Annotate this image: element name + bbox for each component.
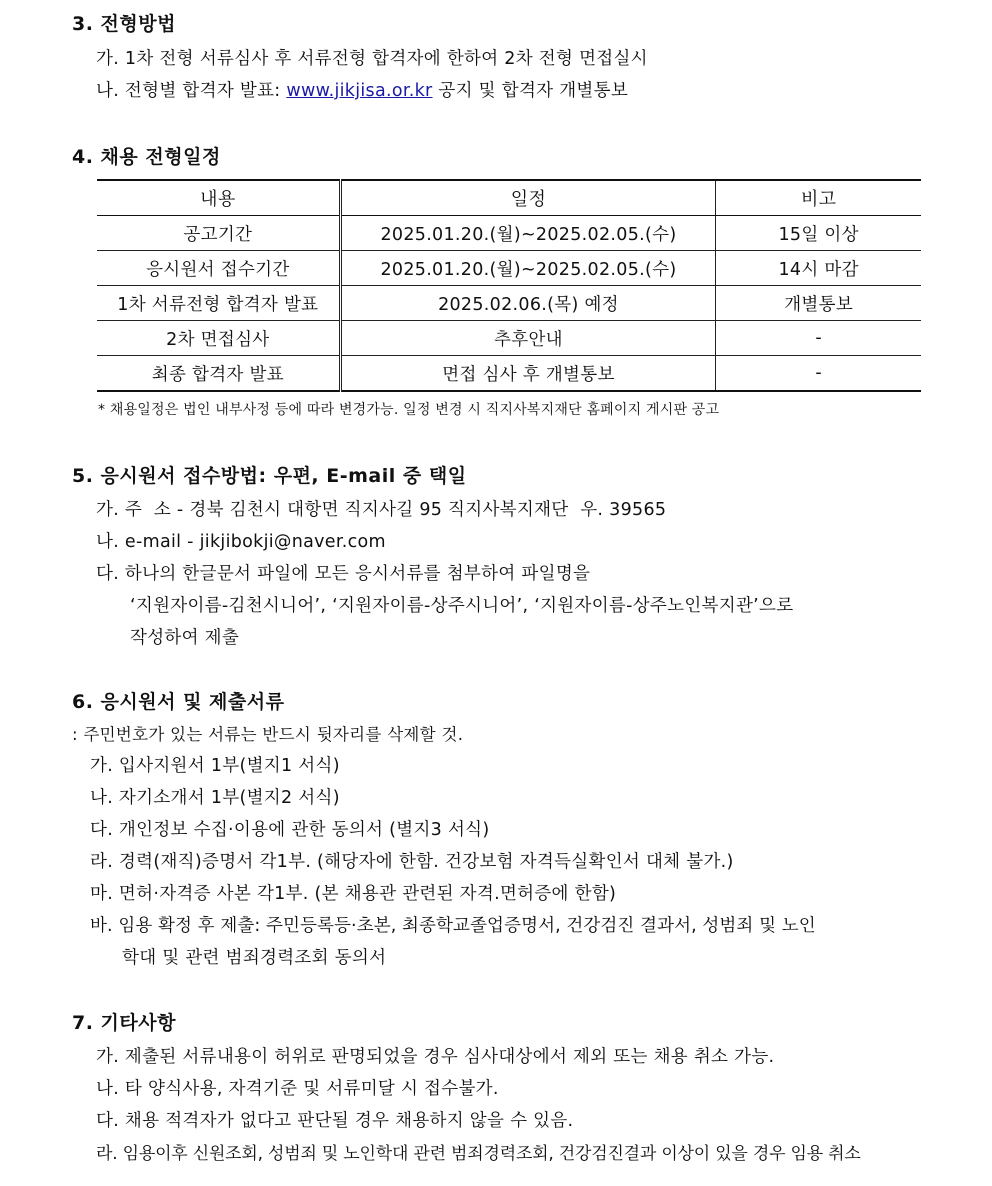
s7-item-c: 다. 채용 적격자가 없다고 판단될 경우 채용하지 않을 수 있음. xyxy=(96,1111,574,1131)
table-cell: - xyxy=(716,356,921,392)
s6-item-c: 다. 개인정보 수집·이용에 관한 동의서 (별지3 서식) xyxy=(90,820,490,840)
table-row xyxy=(97,321,921,356)
s6-item-d: 라. 경력(재직)증명서 각1부. (해당자에 한함. 건강보험 자격득실확인서 대체 불가.) xyxy=(90,852,734,872)
table-cell: 14시 마감 xyxy=(716,251,921,286)
section-7-heading: 7. 기타사항 xyxy=(72,1012,176,1034)
table-row xyxy=(97,286,921,321)
section-5-heading: 5. 응시원서 접수방법: 우편, E-mail 중 택일 xyxy=(72,465,467,487)
s7-item-b: 나. 타 양식사용, 자격기준 및 서류미달 시 접수불가. xyxy=(96,1079,499,1099)
table-row xyxy=(97,251,921,286)
s5-item-a: 가. 주 소 - 경북 김천시 대항면 직지사길 95 직지사복지재단 우. 39565 xyxy=(96,500,667,520)
header-schedule: 일정 xyxy=(340,180,716,216)
s5-item-c-line2: ‘지원자이름-김천시니어’, ‘지원자이름-상주시니어’, ‘지원자이름-상주노인복지관’으로 xyxy=(130,596,794,616)
s6-item-f-line2: 학대 및 관련 범죄경력조회 동의서 xyxy=(122,948,387,968)
table-cell: 응시원서 접수기간 xyxy=(97,251,340,286)
table-header-row xyxy=(97,180,921,216)
s6-item-b: 나. 자기소개서 1부(별지2 서식) xyxy=(90,788,340,808)
s7-item-d: 라. 임용이후 신원조회, 성범죄 및 노인학대 관련 범죄경력조회, 건강검진결과 이상이 있을 경우 임용 취소 xyxy=(96,1144,861,1164)
schedule-note: * 채용일정은 법인 내부사정 등에 따라 변경가능. 일정 변경 시 직지사복지재단 홈페이지 게시판 공고 xyxy=(98,402,720,418)
s3-item-b xyxy=(96,77,628,102)
table-cell: 15일 이상 xyxy=(716,216,921,251)
s7-item-a: 가. 제출된 서류내용이 허위로 판명되었을 경우 심사대상에서 제외 또는 채용 취소 가능. xyxy=(96,1047,775,1067)
table-cell: 최종 합격자 발표 xyxy=(97,356,340,392)
section-4-heading: 4. 채용 전형일정 xyxy=(72,146,221,168)
s6-item-e: 마. 면허·자격증 사본 각1부. (본 채용관 관련된 자격.면허증에 한함) xyxy=(90,884,617,904)
schedule-table xyxy=(97,179,921,392)
table-cell: 2025.01.20.(월)~2025.02.05.(수) xyxy=(340,216,716,251)
s5-item-c-line3: 작성하여 제출 xyxy=(130,628,240,648)
table-cell: 공고기간 xyxy=(97,216,340,251)
table-cell: 2025.02.06.(목) 예정 xyxy=(340,286,716,321)
section-3-heading: 3. 전형방법 xyxy=(72,13,176,35)
table-cell: 추후안내 xyxy=(340,321,716,356)
s3-item-b-prefix: 나. 전형별 합격자 발표: xyxy=(96,81,287,101)
table-cell: 2차 면접심사 xyxy=(97,321,340,356)
s5-item-c-line1: 다. 하나의 한글문서 파일에 모든 응시서류를 첨부하여 파일명을 xyxy=(96,564,591,584)
s6-item-f-line1: 바. 임용 확정 후 제출: 주민등록등·초본, 최종학교졸업증명서, 건강검진 결과서, 성범죄 및 노인 xyxy=(90,916,816,936)
header-content: 내용 xyxy=(97,180,340,216)
table-cell: 2025.01.20.(월)~2025.02.05.(수) xyxy=(340,251,716,286)
table-cell: 1차 서류전형 합격자 발표 xyxy=(97,286,340,321)
s6-intro: : 주민번호가 있는 서류는 반드시 뒷자리를 삭제할 것. xyxy=(72,725,464,744)
s3-item-a: 가. 1차 전형 서류심사 후 서류전형 합격자에 한하여 2차 전형 면접실시 xyxy=(96,49,648,69)
table-cell: 개별통보 xyxy=(716,286,921,321)
table-row xyxy=(97,356,921,392)
website-link[interactable]: www.jikjisa.or.kr xyxy=(286,81,433,101)
section-6-heading: 6. 응시원서 및 제출서류 xyxy=(72,691,285,713)
table-cell: 면접 심사 후 개별통보 xyxy=(340,356,716,392)
header-remarks: 비고 xyxy=(716,180,921,216)
s3-item-b-suffix: 공지 및 합격자 개별통보 xyxy=(432,81,629,101)
s6-item-a: 가. 입사지원서 1부(별지1 서식) xyxy=(90,756,340,776)
table-cell: - xyxy=(716,321,921,356)
table-row xyxy=(97,216,921,251)
s5-item-b: 나. e-mail - jikjibokji@naver.com xyxy=(96,532,386,552)
